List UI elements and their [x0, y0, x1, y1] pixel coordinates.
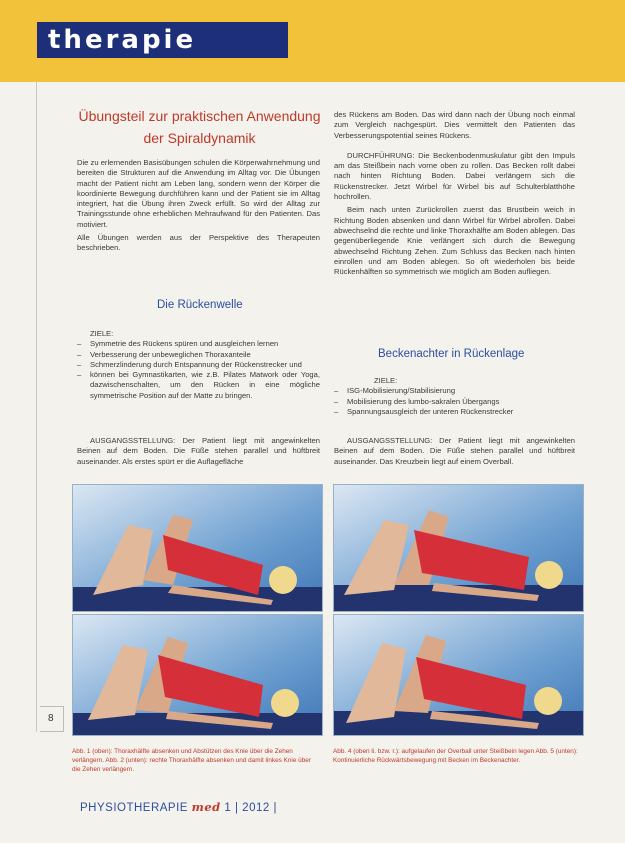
- exercise-photo-2: [72, 614, 323, 736]
- exercise-photo-4: [333, 614, 584, 736]
- page-number: 8: [48, 713, 54, 724]
- list-item: – Schmerzlinderung durch Entspannung der Rückenstrecker und: [77, 360, 320, 370]
- section2-goals-label: ZIELE:: [374, 376, 398, 385]
- list-item: – Spannungsausgleich der unteren Rückenstrecker: [334, 407, 575, 417]
- intro-paragraph-1: Die zu erlernenden Basisübungen schulen die Körperwahrnehmung und bereiten die Strukturen auf die Anwendung im Alltag vor. Die Übungen macht der Patient nicht am Leben lang, sondern wenn der Körper die koordinierte Bewegung durchführen kann und der Patient sie im Alltag integriert, hat die Übung ihren Zweck erfüllt. So wird der Alltag zur Trainingsstunde ohne erheblichen Mehraufwand für den Patienten. Das motiviert.: [77, 158, 320, 229]
- footer-magazine: PHYSIOTHERAPIE: [80, 802, 188, 814]
- section2-start-text: AUSGANGSSTELLUNG: Der Patient liegt mit angewinkelten Beinen auf dem Boden. Die Füße stehen parallel und hüftbreit auseinander. Das Kreuzbein liegt auf einem Overball.: [334, 436, 575, 466]
- section1-execution: DURCHFÜHRUNG: Die Beckenbodenmuskulatur gibt den Impuls am das Steißbein nach vorne oben zu rollen. Das Becken rollt dabei nach hinten Richtung Boden. Dabei verlängern sich die Rückenstrecker. Jetzt Wirbel für Wirbel bis auf Schulterblatthöhe hochrollen.: [334, 150, 575, 202]
- section1-execution-2: Beim nach unten Zurückrollen zuerst das Brustbein weich in Richtung Boden absenken und dann Wirbel für Wirbel abrollen. Dabei abwechselnd die rechte und linke Thoraxhälfte am Boden ablegen. Das gegenüberliegende Knie verlängert sich durch die Bewegung abwechselnd Richtung Zehen. Zum Schluss das Becken nach hinten einrollen und am Boden ablegen. So oft wiederholen bis beide Rückenhälften so symmetrisch wie möglich am Boden aufliegen.: [334, 205, 575, 277]
- footer-issue: 1 | 2012 |: [224, 802, 277, 814]
- list-item: – Symmetrie des Rückens spüren und ausgleichen lernen: [77, 339, 320, 349]
- article-title-line1: Übungsteil zur praktischen Anwendung: [78, 108, 321, 124]
- footer: [80, 800, 277, 814]
- footer-med: med: [191, 800, 221, 814]
- intro-text: [77, 158, 320, 257]
- exercise-photo-1: [72, 484, 323, 612]
- section2-goals: [334, 376, 575, 417]
- section1-heading: Die Rückenwelle: [157, 299, 243, 311]
- article-title-line2: der Spiraldynamik: [143, 130, 256, 146]
- right-column-text: [334, 110, 575, 280]
- list-item: – Mobilisierung des lumbo-sakralen Übergangs: [334, 397, 575, 407]
- section1-continuation: des Rückens am Boden. Das wird dann nach der Übung noch einmal zum Vergleich nachgespürt. Dies vermittelt den Patienten das Verbesserungspotential seines Rückens.: [334, 110, 575, 140]
- section1-goals-label: ZIELE:: [90, 329, 114, 338]
- section2-start-position: [334, 436, 575, 470]
- caption-left: Abb. 1 (oben): Thoraxhälfte absenken und Abstützen des Knie über die Zehen verlängern. Abb. 2 (unten): rechte Thoraxhälfte absenken und damit linkes Knie über die Zehen verlängern.: [72, 748, 311, 773]
- exercise-photo-3: [333, 484, 584, 612]
- section1-start-text: AUSGANGSSTELLUNG: Der Patient liegt mit angewinkelten Beinen auf dem Boden. Die Füße stehen parallel und hüftbreit auseinander. Als erstes spürt er die Auflagefläche: [77, 436, 320, 466]
- margin-line: [36, 82, 37, 732]
- list-item: – ISG-Mobilisierung/Stabilisierung: [334, 386, 575, 396]
- caption-right: Abb. 4 (oben li. bzw. r.): aufgelaufen der Overball unter Steißbein legen Abb. 5 (unten): Kontinuierliche Rückwärtsbewegung mit Becken im Beckenachter.: [333, 748, 578, 764]
- section1-goals: [77, 329, 320, 401]
- list-item: – können bei Gymnastikarten, wie z.B. Pilates Matwork oder Yoga, dazwischenschalten, um den Rücken in eine mögliche symmetrische Position auf der Matte zu bringen.: [77, 370, 320, 401]
- section2-heading: Beckenachter in Rückenlage: [378, 348, 525, 360]
- intro-paragraph-2: Alle Übungen werden aus der Perspektive des Therapeuten beschrieben.: [77, 233, 320, 253]
- section1-start-position: [77, 436, 320, 470]
- list-item: – Verbesserung der unbeweglichen Thoraxanteile: [77, 350, 320, 360]
- section-title: therapie: [48, 25, 197, 55]
